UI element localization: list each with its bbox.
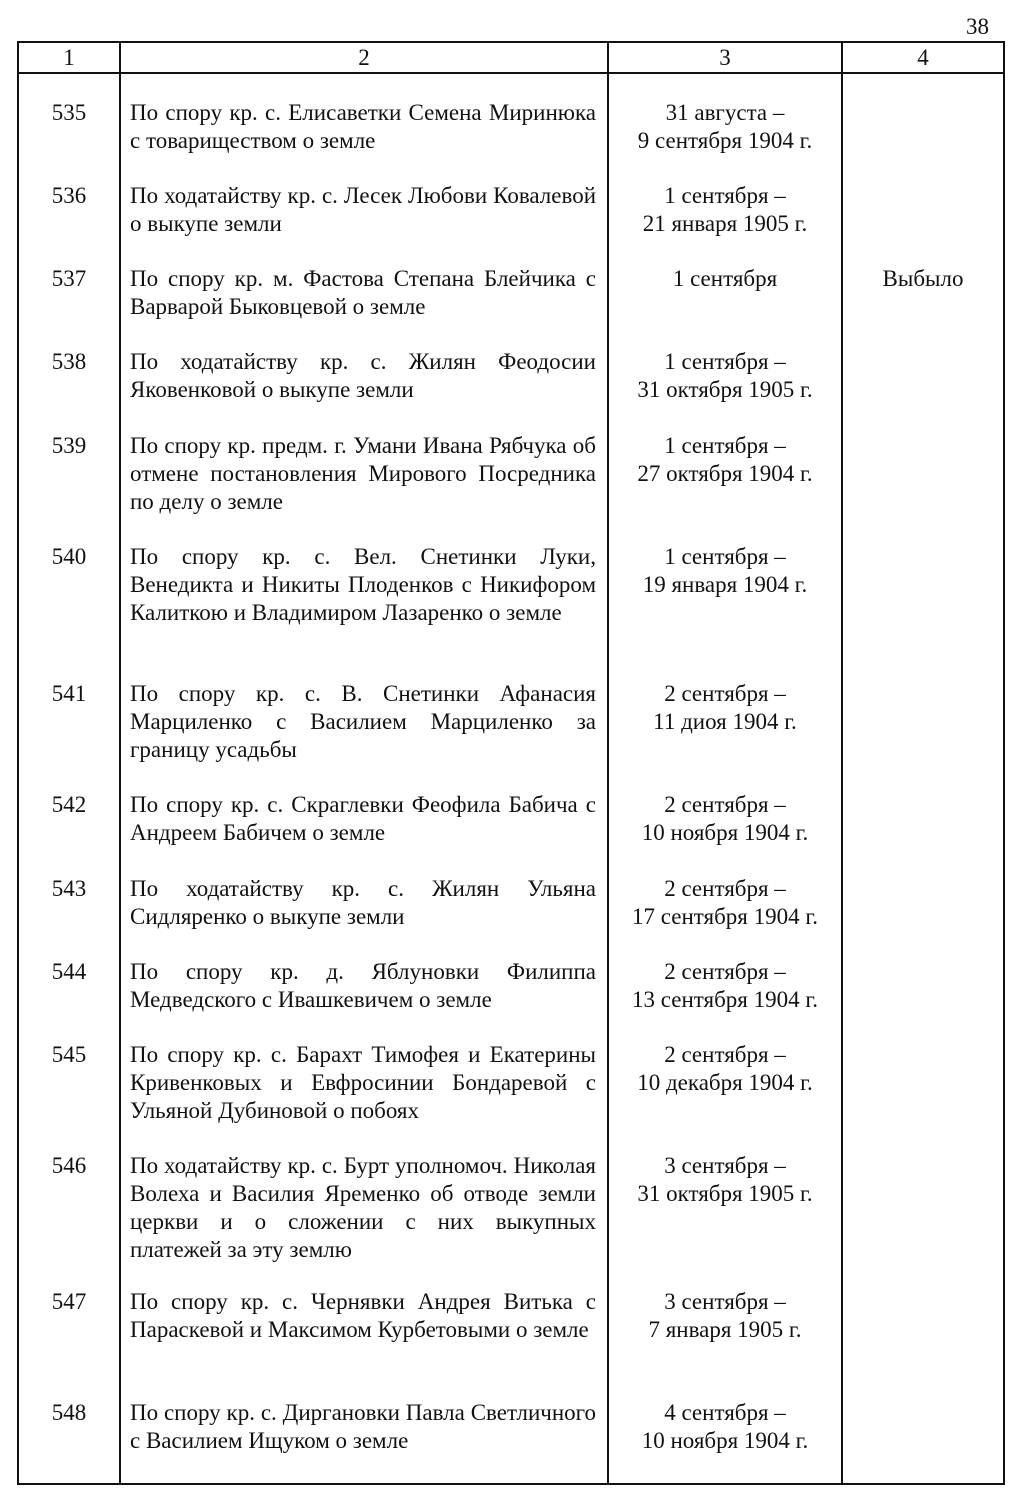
case-number: 543: [51, 876, 87, 901]
case-description: По ходатайству кр. с. Лесек Любови Ковалевой о выкупе земли: [130, 183, 596, 236]
case-dates: 3 сентября – 7 января 1905 г.: [648, 1289, 802, 1342]
case-description: По ходатайству кр. с. Жилян Феодосии Яковенковой о выкупе земли: [130, 349, 596, 402]
case-number: 544: [51, 959, 87, 984]
case-number: 542: [51, 792, 87, 817]
case-number: 539: [51, 433, 87, 458]
case-dates: 2 сентября – 10 декабря 1904 г.: [637, 1042, 813, 1095]
case-description: По ходатайству кр. с. Жилян Ульяна Сидляренко о выкупе земли: [130, 876, 596, 929]
column-header-2: 2: [358, 45, 370, 70]
case-number: 545: [51, 1042, 87, 1067]
case-number: 548: [51, 1400, 87, 1425]
case-dates: 1 сентября – 21 января 1905 г.: [642, 183, 808, 236]
case-dates: 2 сентября – 10 ноября 1904 г.: [641, 792, 809, 845]
column-divider: [119, 43, 121, 1483]
case-dates: 2 сентября – 17 сентября 1904 г.: [632, 876, 818, 929]
case-number: 538: [51, 349, 87, 374]
case-dates: 1 сентября – 31 октября 1905 г.: [637, 349, 813, 402]
column-header-1: 1: [63, 45, 75, 70]
case-description: По ходатайству кр. с. Бурт уполномоч. Николая Волеха и Василия Яременко об отводе земли церкви и о сложении с них выкупных платежей за эту землю: [130, 1153, 596, 1262]
column-divider: [607, 43, 609, 1483]
case-description: По спору кр. с. Барахт Тимофея и Екатерины Кривенковых и Евфросинии Бондаревой с Ульяной Дубиновой о побоях: [130, 1042, 596, 1123]
case-dates: 4 сентября – 10 ноября 1904 г.: [641, 1400, 809, 1453]
case-description: По спору кр. с. Скраглевки Феофила Бабича с Андреем Бабичем о земле: [130, 792, 596, 845]
header-divider: [19, 72, 1003, 74]
case-dates: 1 сентября – 19 января 1904 г.: [642, 544, 808, 597]
case-dates: 2 сентября – 13 сентября 1904 г.: [632, 959, 818, 1012]
case-number: 540: [51, 544, 87, 569]
case-description: По спору кр. м. Фастова Степана Блейчика с Варварой Быковцевой о земле: [130, 266, 596, 319]
case-description: По спору кр. предм. г. Умани Ивана Рябчука об отмене постановления Мирового Посредника по делу о земле: [130, 433, 596, 514]
column-header-4: 4: [917, 45, 929, 70]
case-number: 546: [51, 1153, 87, 1178]
case-dates: 2 сентября – 11 диоя 1904 г.: [653, 681, 797, 734]
case-dates: 1 сентября: [672, 266, 778, 291]
case-description: По спору кр. с. Елисаветки Семена Миринюка с товариществом о земле: [130, 100, 596, 153]
case-dates: 31 августа – 9 сентября 1904 г.: [637, 100, 813, 153]
case-number: 535: [51, 100, 87, 125]
case-description: По спору кр. с. Диргановки Павла Светличного с Василием Ищуком о земле: [130, 1400, 596, 1453]
archive-table: [17, 41, 1005, 1485]
case-dates: 1 сентября – 27 октября 1904 г.: [637, 433, 813, 486]
case-description: По спору кр. с. Чернявки Андрея Витька с Параскевой и Максимом Курбетовыми о земле: [130, 1289, 596, 1342]
case-dates: 3 сентября – 31 октября 1905 г.: [637, 1153, 813, 1206]
column-header-3: 3: [719, 45, 731, 70]
case-note: Выбыло: [882, 266, 964, 291]
page-number: 38: [966, 14, 989, 39]
case-description: По спору кр. с. В. Снетинки Афанасия Марциленко с Василием Марциленко за границу усадьбы: [130, 681, 596, 762]
case-number: 536: [51, 183, 87, 208]
case-number: 537: [51, 266, 87, 291]
column-divider: [841, 43, 843, 1483]
case-description: По спору кр. д. Яблуновки Филиппа Медведского с Ивашкевичем о земле: [130, 959, 596, 1012]
case-number: 547: [51, 1289, 87, 1314]
case-number: 541: [51, 681, 87, 706]
case-description: По спору кр. с. Вел. Снетинки Луки, Венедикта и Никиты Плоденков с Никифором Калиткою и Владимиром Лазаренко о земле: [130, 544, 596, 625]
